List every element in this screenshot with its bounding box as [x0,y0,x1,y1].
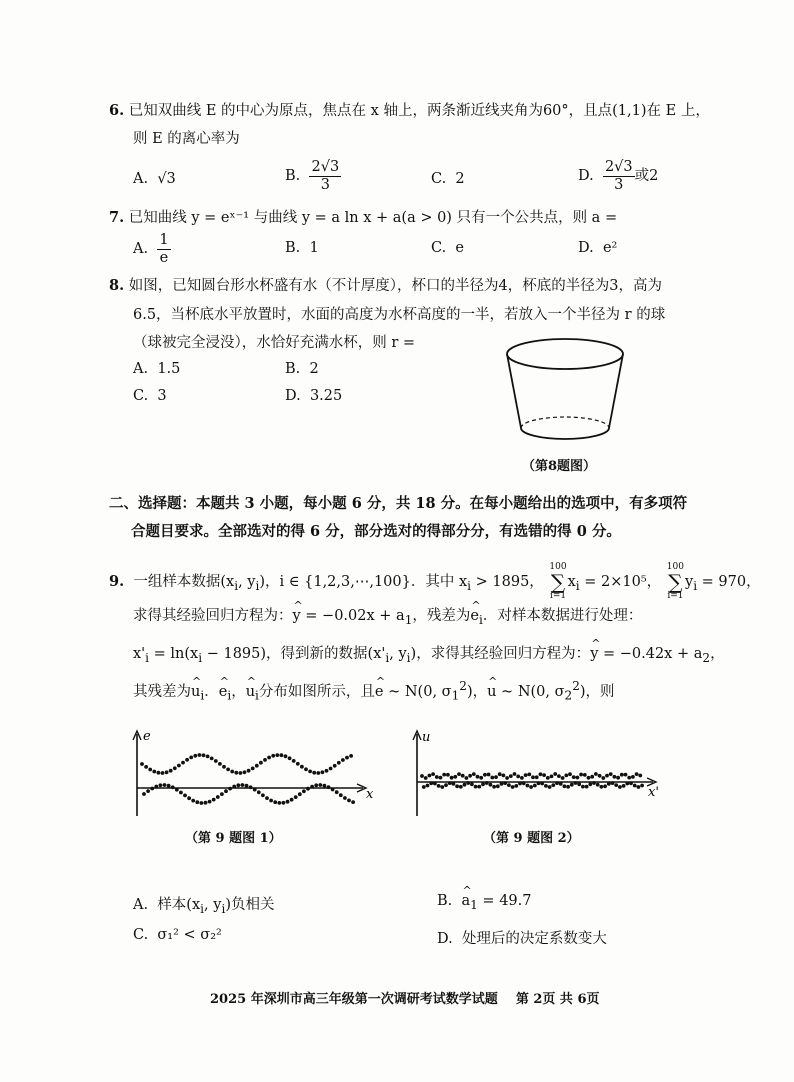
chart1-point [171,785,175,789]
q9-option-b: B. ^ $a_1 = 49.7$ [437,893,531,912]
chart1-point [312,771,316,775]
chart2-point [472,772,476,776]
q7-option-c: C. e [431,240,464,256]
chart1-point [189,756,193,760]
chart1-point [191,799,195,803]
chart1-point [142,792,146,796]
q9-residual-plot-2 [408,728,668,818]
chart1-point [198,753,202,757]
chart2-point [620,773,624,777]
chart1-point [200,801,204,805]
chart1-point [308,770,312,774]
q6-option-b: B. $\frac{2√3}{3}$ [285,159,340,193]
chart1-point [300,765,304,769]
chart1-point [247,769,251,773]
q7-option-a: A. $\frac{1}{e}$ [133,232,169,266]
chart2-point [435,775,439,779]
chart2-point [442,773,446,777]
q8-stem-line3: （球被完全浸没），水恰好充满水杯，则 r = [133,335,416,351]
q6-stem-text1: 已知双曲线 E 的中心为原点，焦点在 x 轴上，两条渐近线夹角为60°，且点(1,1)在 E 上， [128,103,710,119]
chart2-point [609,772,613,776]
chart2-point [431,772,435,776]
chart1-point [347,799,351,803]
chart2-point [622,784,626,788]
chart2-point [542,773,546,777]
chart1-point [271,754,275,758]
chart1-point [339,793,343,797]
chart2-point [635,772,639,776]
q6-stem-line1 [109,99,710,120]
chart1-point [185,758,189,762]
chart1-point [173,766,177,770]
chart1-point [144,765,148,769]
chart1-point [284,754,288,758]
chart1-point [267,756,271,760]
chart2-point [461,774,465,778]
chart2-point [474,785,478,789]
chart2-point [535,775,539,779]
q9-line4: 其残差为^ $u_i$．^ $e_i$，^ $u_i$分布如图所示，且^ e ~ N(0, $\sigma_1^2$)，^ u ~ N(0, $\sigma_2^2$)，则 [133,679,615,703]
chart1-point [277,801,281,805]
chart2-point [633,784,637,788]
chart2-point [420,774,424,778]
q9-residual-plot-1 [128,728,378,818]
chart2-point [457,772,461,776]
chart2-point [551,783,555,787]
chart2-point [520,776,524,780]
cup-bottom-back [521,417,609,428]
q6-number: 6. [109,102,125,119]
chart2-point [594,772,598,776]
chart1-point [243,770,247,774]
cup-left-side [507,354,521,428]
chart2-point [533,784,537,788]
chart2-point [585,785,589,789]
chart2-point [625,782,629,786]
chart1-point [210,757,214,761]
chart2-point [440,785,444,789]
chart1-point [202,753,206,757]
chart2-point [459,785,463,789]
chart1-point [257,790,261,794]
q9-option-a: A. 样本($x_i$, $y_i$)负相关 [133,897,275,916]
chart1-point [218,762,222,766]
chart1-point [175,788,179,792]
chart1-point [195,800,199,804]
chart2-y-label: u [422,730,431,745]
chart1-point [282,801,286,805]
chart1-point [310,785,314,789]
q6-option-c: C. 2 [431,171,465,187]
chart1-point [345,756,349,760]
chart2-point [637,785,641,789]
chart1-point [169,769,173,773]
chart1-point [261,793,265,797]
chart1-point [232,785,236,789]
chart1-point [304,767,308,771]
chart2-point [485,781,489,785]
chart2-point [505,776,509,780]
chart2-point [537,781,541,785]
chart2-point [583,773,587,777]
chart2-point [433,782,437,786]
chart1-point [321,770,325,774]
chart1-point [343,796,347,800]
q7-option-a-fraction: $\frac{1}{e}$ [159,232,169,266]
chart2-point [492,785,496,789]
chart1-point [236,783,240,787]
chart1-point [183,794,187,798]
chart1-point [275,753,279,757]
chart1-point [323,784,327,788]
chart2-point [479,776,483,780]
chart2-point [524,773,528,777]
chart2-point [596,783,600,787]
chart2-point [546,776,550,780]
chart1-point [280,753,284,757]
chart1-point [263,758,267,762]
chart1-point [288,756,292,760]
chart1-point [245,784,249,788]
q9-chart2-caption: （第 9 题图 2） [483,831,580,846]
chart2-point [631,775,635,779]
chart2-point [448,781,452,785]
q8-stem-line1: 8. 如图，已知圆台形水杯盛有水（不计厚度），杯口的半径为4，杯底的半径为3，高为 [109,277,662,294]
chart2-point [561,776,565,780]
chart2-point [466,781,470,785]
chart2-point [544,784,548,788]
chart2-point [424,776,428,780]
chart2-point [522,781,526,785]
q8-option-b: B. 2 [285,361,319,377]
chart1-point [161,771,165,775]
q6-option-a: A. √3 [133,171,176,187]
chart2-point [494,775,498,779]
chart1-point [241,783,245,787]
chart1-point [154,785,158,789]
page-footer [210,988,600,1007]
q6-option-a-value: √3 [157,171,176,187]
chart1-point [351,800,355,804]
chart2-point [446,773,450,777]
chart2-point [638,774,642,778]
q6-option-d: D. $\frac{2√3}{3}$ 或2 [578,159,659,193]
q9-line2: 求得其经验回归方程为：^ $y = -0.02x + a_1$，残差为^ $e_i$．对样本数据进行处理： [133,604,642,627]
chart1-point [212,798,216,802]
chart1-point [179,791,183,795]
chart1-point [222,765,226,769]
chart1-point [314,783,318,787]
chart2-point [581,785,585,789]
chart1-point [234,771,238,775]
chart2-point [572,775,576,779]
footer-page-number: 第 2页 共 6页 [515,992,600,1007]
chart2-point [490,776,494,780]
chart1-point [273,800,277,804]
chart2-point [527,773,531,777]
chart2-point [574,781,578,785]
chart2-point [531,775,535,779]
chart1-point [177,764,181,768]
chart2-point [577,782,581,786]
chart2-point [470,782,474,786]
chart2-point [518,782,522,786]
chart2-point [600,785,604,789]
chart1-point [306,787,310,791]
chart1-point [327,785,331,789]
q6-option-d-fraction: $\frac{2√3}{3}$ [604,159,633,193]
chart1-point [140,762,144,766]
chart1-point [224,789,228,793]
q9-line3: $x'_i = \ln(x_i - 1895)$，得到新的数据($x'_i$, $y_i$)，求得其经验回归方程为：^ $y = -0.42x + a_2$， [133,642,725,665]
q8-stem-line2: 6.5，当杯底水平放置时，水面的高度为水杯高度的一半，若放入一个半径为 r 的球 [133,307,666,323]
chart1-point [220,792,224,796]
chart2-point [603,784,607,788]
chart1-point [255,764,259,768]
q8-option-d: D. 3.25 [285,388,343,404]
chart1-point [150,787,154,791]
chart2-point [496,784,500,788]
section-2-heading-line1: 二、选择题：本题共 3 小题，每小题 6 分，共 18 分。在每小题给出的选项中，有多项符 [109,495,688,512]
chart2-point [555,781,559,785]
chart1-point [349,754,353,758]
chart2-point [579,773,583,777]
chart2-point [540,782,544,786]
chart2-point [614,783,618,787]
chart2-point [629,781,633,785]
chart2-point [564,774,568,778]
chart2-point [618,785,622,789]
q8-option-c: C. 3 [133,388,167,404]
chart1-point [329,767,333,771]
chart2-point [624,773,628,777]
chart2-point [587,776,591,780]
chart2-point [627,776,631,780]
chart2-point [465,776,469,780]
chart1-point [298,792,302,796]
chart2-point [439,776,443,780]
chart2-point [498,772,502,776]
chart1-point [167,784,171,788]
chart2-point [511,785,515,789]
chart1-point [181,761,185,765]
chart1-point [214,759,218,763]
chart2-point [500,782,504,786]
chart1-point [216,795,220,799]
chart1-point [286,800,290,804]
chart2-point [588,782,592,786]
chart2-point [476,775,480,779]
q9-sum2-sigma: 100 ∑ i=1 [666,562,684,601]
chart1-point [249,785,253,789]
chart2-x-label: x' [648,785,659,800]
chart2-point [590,775,594,779]
chart1-x-label: x [366,787,374,802]
chart2-point [463,783,467,787]
chart1-point [335,790,339,794]
q9-sum1-sigma: 100 ∑ i=1 [549,562,567,601]
chart2-point [502,774,506,778]
chart1-point [163,783,167,787]
chart1-point [333,764,337,768]
chart2-point [566,785,570,789]
cup-bottom-front [521,428,609,439]
q8-figure-caption: （第8题图） [522,459,597,474]
chart2-point [487,773,491,777]
chart1-y-label: e [143,729,151,744]
chart2-points [420,772,644,789]
q9-chart1-caption: （第 9 题图 1） [185,831,282,846]
chart1-point [226,768,230,772]
chart2-point [550,775,554,779]
chart2-point [601,776,605,780]
chart1-point [206,755,210,759]
chart1-point [148,768,152,772]
chart1-point [157,771,161,775]
chart2-point [450,776,454,780]
chart1-point [292,759,296,763]
q7-stem: 7. 已知曲线 y = eˣ⁻¹ 与曲线 y = a ln x + a(a > 0) 只有一个公共点，则 a = [109,209,618,226]
q6-option-b-fraction: $\frac{2√3}{3}$ [311,159,340,193]
chart1-point [253,788,257,792]
chart2-point [514,784,518,788]
chart2-point [426,784,430,788]
chart2-point [613,775,617,779]
chart2-point [539,772,543,776]
chart1-point [302,789,306,793]
chart2-point [453,775,457,779]
section-2-heading-line2: 合题目要求。全部选对的得 6 分，部分选对的得部分分，有选错的得 0 分。 [131,523,621,540]
chart2-point [529,785,533,789]
chart1-point [269,799,273,803]
chart2-point [483,773,487,777]
q8-option-a: A. 1.5 [133,361,181,377]
chart2-point [563,784,567,788]
chart2-point [576,776,580,780]
chart1-point [265,796,269,800]
chart1-point [146,789,150,793]
chart1-point [165,770,169,774]
chart2-point [455,784,459,788]
chart1-point [228,787,232,791]
chart1-point [239,771,243,775]
chart2-point [607,782,611,786]
chart2-point [553,772,557,776]
chart1-point [294,795,298,799]
chart2-point [616,776,620,780]
chart2-point [559,782,563,786]
chart1-point [337,761,341,765]
chart2-point [509,774,513,778]
chart1-point [331,788,335,792]
q6-stem-line2: 则 E 的离心率为 [133,131,240,147]
chart1-point [290,798,294,802]
q9-option-d: D. 处理后的决定系数变大 [437,931,607,947]
chart2-point [592,781,596,785]
chart2-point [640,784,644,788]
chart2-point [481,782,485,786]
chart2-point [513,772,517,776]
chart2-point [437,784,441,788]
chart2-point [568,772,572,776]
chart2-point [605,774,609,778]
footer-title: 2025 年深圳市高三年级第一次调研考试数学试题 [210,992,498,1007]
chart2-point [598,774,602,778]
chart2-point [428,774,432,778]
q7-option-d: D. e² [578,240,618,256]
chart1-point [316,771,320,775]
chart2-point [429,781,433,785]
chart1-point [259,761,263,765]
chart1-point [208,800,212,804]
chart1-point [159,783,163,787]
chart2-point [477,785,481,789]
chart1-point [230,770,234,774]
chart2-point [526,784,530,788]
chart2-point [489,783,493,787]
chart1-point [325,769,329,773]
chart2-point [557,774,561,778]
chart1-points [140,753,355,805]
chart2-point [548,785,552,789]
chart1-point [341,758,345,762]
chart1-point [251,767,255,771]
chart1-point [187,796,191,800]
q9-line1: 9. 一组样本数据($x_i$, $y_i$)，i ∈ {1,2,3,⋯,100}．其中 $x_i > 1895$， 100 ∑ $i=1x_i = 2\times 10^5$， 100 ∑ $i=1y_i = 970$， [109,562,761,601]
chart1-point [204,801,208,805]
q8-cup-figure [500,330,630,455]
chart2-point [611,781,615,785]
chart1-point [193,754,197,758]
chart2-point [468,774,472,778]
chart2-point [507,783,511,787]
chart2-point [422,785,426,789]
cup-right-side [609,354,623,428]
chart2-point [452,782,456,786]
chart2-point [570,783,574,787]
q9-option-c: C. σ₁² < σ₂² [133,927,222,943]
chart2-point [444,783,448,787]
chart2-point [503,781,507,785]
chart2-point [516,775,520,779]
cup-rim [507,339,623,369]
chart1-point [152,770,156,774]
chart1-point [318,783,322,787]
chart1-point [296,762,300,766]
q7-option-b: B. 1 [285,240,319,256]
